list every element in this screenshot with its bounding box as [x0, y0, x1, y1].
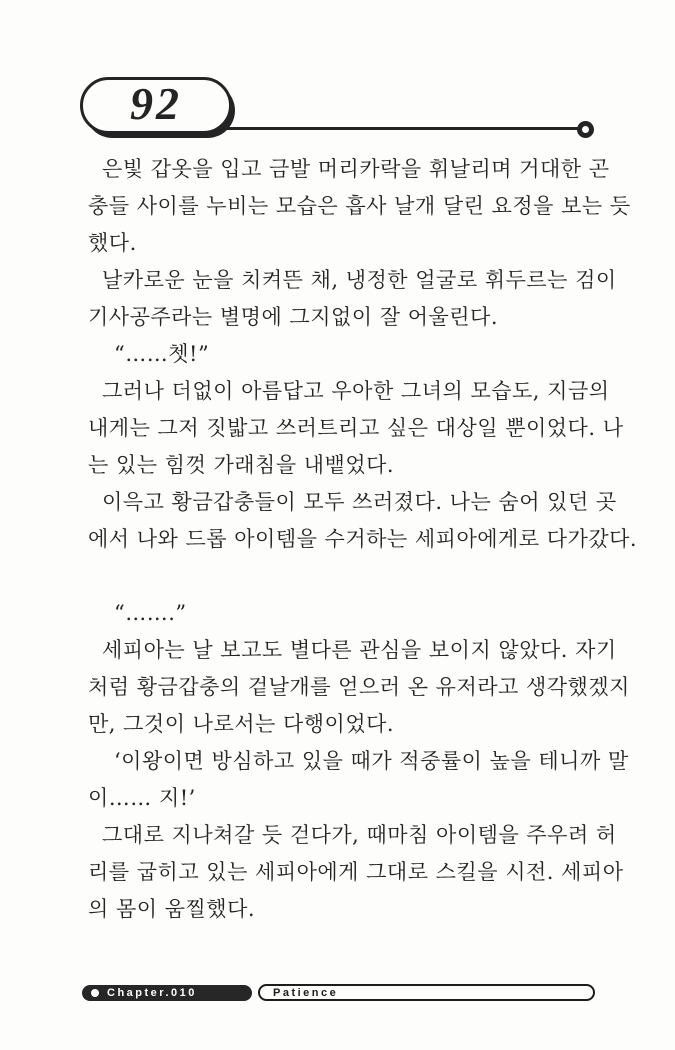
body-text	[88, 151, 638, 928]
text-line: 그대로 지나쳐갈 듯 걷다가, 때마침 아이템을 주우려 허	[102, 823, 617, 847]
text-line: 세피아는 날 보고도 별다른 관심을 보이지 않았다. 자기	[102, 638, 617, 662]
text-line: 기사공주라는 별명에 그지없이 잘 어울린다.	[88, 305, 499, 329]
chapter-pill	[82, 985, 252, 1001]
text-line: “…….”	[114, 601, 187, 625]
text-line: 이윽고 황금갑충들이 모두 쓰러졌다. 나는 숨어 있던 곳	[102, 490, 617, 514]
text-line: 충들 사이를 누비는 모습은 흡사 날개 달린 요정을 보는 듯	[88, 194, 631, 218]
chapter-label: Chapter.010	[107, 987, 197, 999]
text-line: 리를 굽히고 있는 세피아에게 그대로 스킬을 시전. 세피아	[88, 860, 624, 884]
page-number: 92	[130, 77, 182, 129]
text-line: 처럼 황금갑충의 겉날개를 얻으러 온 유저라고 생각했겠지	[88, 675, 630, 699]
chapter-title-label: Patience	[273, 986, 339, 999]
text-line: 은빛 갑옷을 입고 금발 머리카락을 휘날리며 거대한 곤	[102, 157, 610, 181]
text-line: ‘이왕이면 방심하고 있을 때가 적중률이 높을 테니까 말	[114, 749, 629, 773]
chapter-title-pill	[258, 984, 595, 1001]
text-line: 내게는 그저 짓밟고 쓰러트리고 싶은 대상일 뿐이었다. 나	[88, 416, 624, 440]
header-rule-end-ring-icon	[577, 121, 594, 138]
text-line: 에서 나와 드롭 아이템을 수거하는 세피아에게로 다가갔다.	[88, 527, 638, 551]
text-line: 날카로운 눈을 치켜뜬 채, 냉정한 얼굴로 휘두르는 검이	[102, 268, 617, 292]
blank-line	[88, 558, 598, 595]
text-line: 는 있는 힘껏 가래침을 내뱉었다.	[88, 453, 395, 477]
header-rule-line	[226, 127, 578, 130]
text-line: “……쳇!”	[114, 342, 210, 366]
text-line: 그러나 더없이 아름답고 우아한 그녀의 모습도, 지금의	[102, 379, 610, 403]
page-number-badge	[80, 77, 232, 134]
bullet-dot-icon	[91, 989, 99, 997]
text-line: 만, 그것이 나로서는 다행이었다.	[88, 712, 395, 736]
text-line: 이…… 지!’	[88, 786, 196, 810]
text-line: 의 몸이 움찔했다.	[88, 897, 256, 921]
text-line: 했다.	[88, 231, 137, 255]
